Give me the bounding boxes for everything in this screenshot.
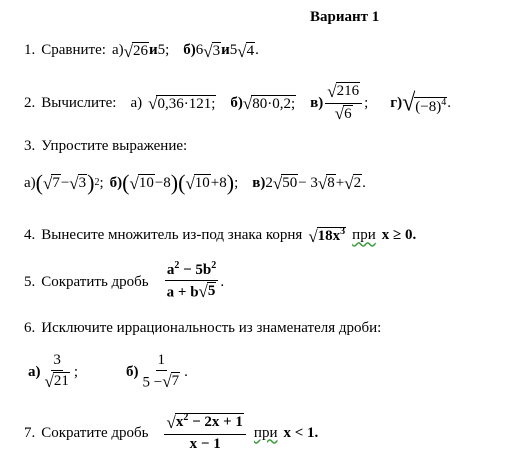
task-1-a-radical: √ 26	[123, 41, 148, 61]
task-4-condition: x ≥ 0.	[381, 227, 417, 244]
task-2-b-label: б)	[230, 94, 243, 111]
task-5	[24, 262, 224, 302]
task-5-number: 5.	[24, 273, 36, 290]
task-5-num-b-exp: 2	[211, 260, 217, 271]
task-6-b-label: б)	[126, 363, 139, 380]
task-6-a-fraction: 3 √ 21	[44, 352, 69, 391]
task-6	[24, 320, 381, 337]
task-6-b-numerator: 1	[156, 352, 168, 371]
task-7-number: 7.	[24, 424, 36, 441]
task-3-v-radicand-1: 50	[282, 175, 298, 192]
task-7-fraction: √ $x^2 - 2x + 1$ x − 1	[164, 413, 245, 453]
task-7-num-x: x	[175, 414, 184, 430]
task-5-num-a-exp: 2	[174, 260, 180, 271]
task-6-b-den-prefix: 5 −	[142, 374, 163, 391]
task-3-a-end: ;	[99, 174, 104, 191]
task-2-v-fraction: √ 216 √ 6	[325, 82, 362, 125]
task-1-b-label: б)	[183, 42, 196, 59]
task-1-text: Сравните:	[41, 42, 106, 59]
task-3-number: 3.	[24, 138, 36, 154]
task-1-b-coef-2: 5	[229, 42, 238, 59]
task-2-v-label: в)	[310, 94, 324, 111]
task-2-g-end: .	[447, 94, 451, 111]
task-3-expressions: а) ( √ 7 − √ 3 ) 2 ; б) ( √ 10 −8 ) ( √ 10 +8 ) ; в) 2 √ 50 − 3 √ 8 + √ 2 .	[24, 170, 366, 195]
task-5-end: .	[220, 273, 225, 290]
task-6-a-end: ;	[73, 363, 79, 380]
task-3-a-label: а)	[24, 174, 36, 191]
task-7	[24, 413, 318, 453]
task-1-a-and: и	[148, 42, 158, 59]
task-2-a-radical: √ 0,36·121;	[148, 94, 216, 113]
task-1-b-radical-1: √ 3	[203, 41, 221, 61]
task-3-v-radical-1: √ 50	[272, 173, 298, 193]
task-3-b-minus-term: −8	[154, 174, 171, 191]
task-6-b-den-radicand: 7	[171, 373, 180, 390]
task-3-a-radical-1: √ 7	[42, 173, 60, 193]
task-3-v-minus: − 3	[298, 174, 318, 191]
task-6-a-numerator: 3	[51, 352, 63, 371]
task-5-den-radicand: 5	[207, 283, 216, 300]
task-4	[24, 227, 416, 245]
task-4-radical: √ $18x^3$	[308, 226, 346, 246]
task-1-number: 1.	[24, 42, 36, 59]
task-7-num-x-exp: 2	[183, 412, 189, 423]
task-5-num-rest: − 5b	[179, 262, 212, 278]
task-5-fraction: $a^2 - 5b^2$ a + b √ 5	[166, 260, 217, 301]
task-2-text: Вычислите:	[41, 94, 117, 111]
task-3-v-radical-2: √ 8	[317, 173, 335, 193]
task-2-g-radicand: (−8)	[415, 98, 442, 115]
task-2-v-numerator: 216	[336, 83, 360, 99]
task-3-b-label: б)	[109, 174, 123, 191]
task-6-a-label: а)	[28, 363, 41, 380]
task-3-b-radical-1: √ 10	[129, 173, 154, 193]
task-2-a-label: а)	[130, 94, 143, 111]
task-3-a-radical-2: √ 3	[69, 173, 87, 193]
task-6-b-end: .	[184, 363, 188, 380]
variant-title	[310, 9, 379, 26]
task-7-condition-prefix: при	[253, 424, 278, 441]
task-1-b-radical-2: √ 4	[237, 41, 255, 61]
task-3-b-plus-term: +8	[210, 174, 227, 191]
task-3-b-radicand-1: 10	[138, 175, 154, 192]
task-2-a-radicand: 0,36·121;	[157, 95, 216, 112]
task-5-num-a: a	[166, 262, 175, 278]
task-1-end: .	[255, 42, 259, 59]
task-2-b-radical: √ 80·0,2;	[242, 94, 296, 113]
task-1-b-radicand-1: 3	[212, 43, 221, 59]
task-2-b-radicand: 80·0,2;	[252, 95, 296, 112]
task-4-text: Вынесите множитель из-под знака корня	[41, 227, 303, 244]
task-7-denominator: x − 1	[189, 435, 221, 452]
task-6-text: Исключите иррациональность из знаменателя дроби:	[41, 320, 382, 336]
task-3-v-radical-3: √ 2	[344, 173, 362, 193]
task-4-exponent: 3	[340, 226, 346, 237]
task-2-v-denominator: 6	[344, 105, 352, 122]
task-2-g-radical: √ $(-8)^4$	[402, 89, 447, 117]
task-7-condition: x < 1.	[283, 424, 319, 441]
task-3-v-coef: 2	[265, 174, 273, 191]
task-4-condition-prefix: при	[352, 227, 376, 244]
task-7-num-rest: − 2x + 1	[188, 414, 243, 430]
variant-title-text: Вариант 1	[310, 9, 380, 25]
task-1-a-radicand: 26	[132, 43, 148, 59]
task-3-v-radicand-2: 8	[327, 175, 335, 192]
task-2-g-label: г)	[390, 94, 403, 111]
task-2	[24, 82, 451, 125]
task-6-a-den-radicand: 21	[53, 373, 69, 390]
task-4-radicand: 18x	[317, 228, 341, 244]
task-3-v-plus: +	[335, 174, 345, 191]
task-3-b-radicand-2: 10	[194, 175, 210, 192]
task-3-v-end: .	[362, 174, 366, 191]
task-6-number: 6.	[24, 320, 36, 336]
task-6-b-fraction: 1 5 − √ 7	[142, 352, 180, 391]
task-1-b-radicand-2: 4	[246, 43, 255, 59]
task-3-v-radicand-3: 2	[353, 175, 362, 192]
task-1-b-coef: 6	[195, 42, 204, 59]
task-3-a-minus: −	[60, 174, 70, 191]
task-2-number: 2.	[24, 94, 36, 111]
task-3-a-radicand-2: 3	[78, 175, 87, 192]
task-3-v-label: в)	[252, 174, 266, 191]
task-5-text: Сократить дробь	[41, 273, 149, 290]
task-3	[24, 138, 187, 155]
task-6-expressions	[28, 352, 188, 392]
task-3-b-end: ;	[234, 174, 239, 191]
task-1-a-label: а)	[111, 42, 124, 59]
task-7-text: Сократите дробь	[41, 424, 149, 441]
task-1-b-and: и	[221, 42, 230, 59]
task-4-number: 4.	[24, 227, 36, 244]
task-5-den-a: a + b	[166, 284, 199, 301]
task-1-a-value: 5;	[157, 42, 170, 59]
task-3-b-radical-2: √ 10	[185, 173, 210, 193]
task-3-a-radicand-1: 7	[52, 175, 60, 192]
task-2-g-exponent: 4	[441, 96, 447, 108]
task-2-v-end: ;	[364, 94, 369, 111]
task-1	[24, 42, 259, 60]
task-3-text: Упростите выражение:	[41, 138, 188, 154]
